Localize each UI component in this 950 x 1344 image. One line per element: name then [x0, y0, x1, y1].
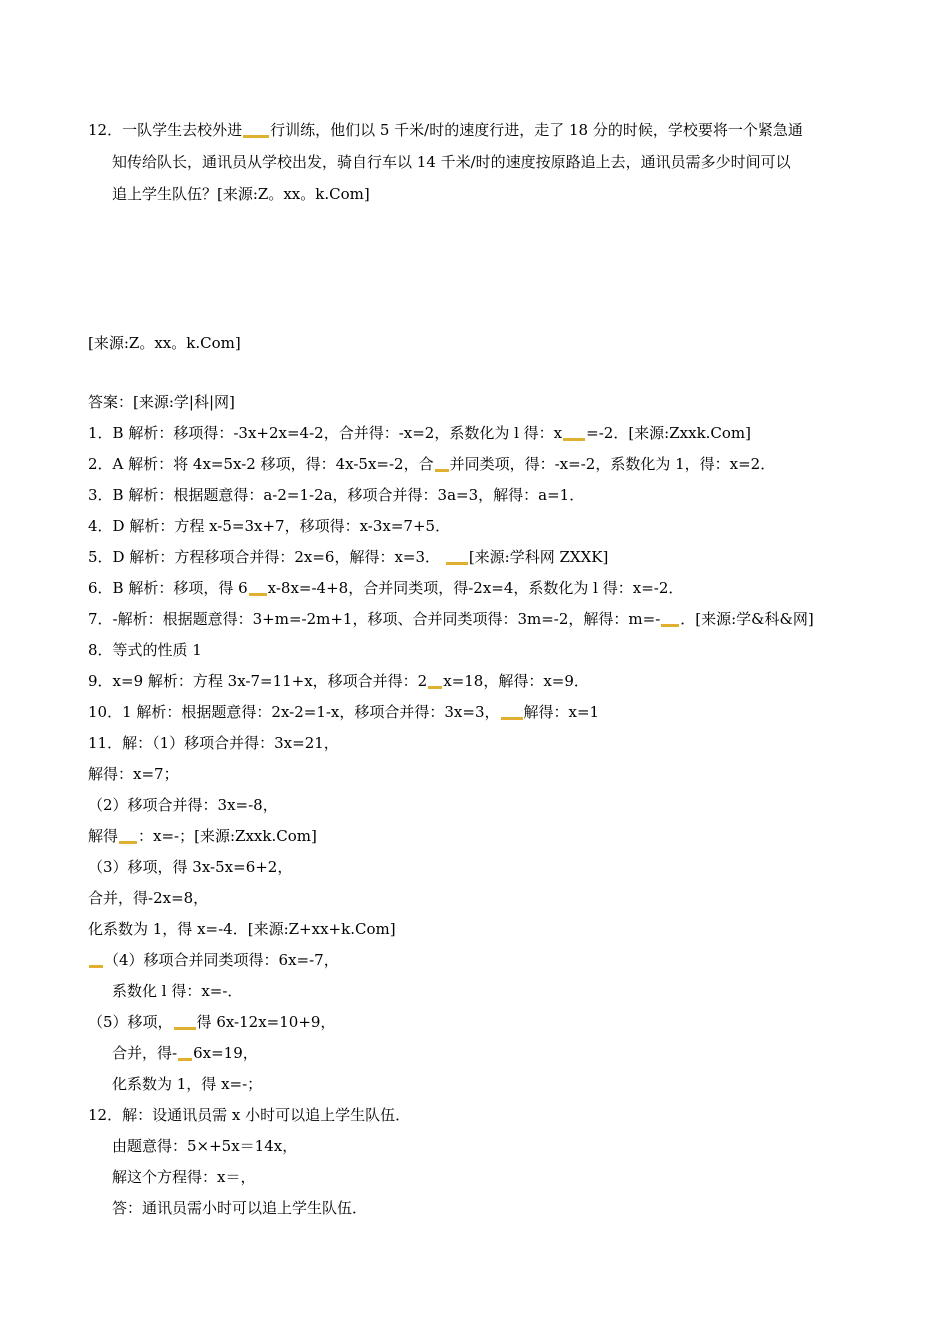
highlight-mark	[446, 562, 468, 565]
answer-12-line-3: 解这个方程得：x＝，	[112, 1168, 256, 1186]
answer-3: 3．B 解析：根据题意得：a-2=1-2a，移项合并得：3a=3，解得：a=1．	[88, 486, 585, 504]
answer-11-line-4: 解得 ：x=-；[来源:Zxxk.Com]	[88, 827, 317, 845]
answer-10: 10．1 解析：根据题意得：2x-2=1-x，移项合并得：3x=3， 解得：x=1	[88, 703, 600, 721]
answer-11-line-1: 11．解：（1）移项合并得：3x=21，	[88, 734, 339, 752]
answer-5: 5．D 解析：方程移项合并得：2x=6，解得：x=3． [来源:学科网 ZXXK]	[88, 548, 609, 566]
answer-11-line-12: 化系数为 1，得 x=-；	[112, 1075, 263, 1093]
highlight-mark	[428, 686, 442, 689]
answer-9: 9．x=9 解析：方程 3x-7=11+x，移项合并得：2 x=18，解得：x=9．	[88, 672, 589, 690]
answer-12-line-4: 答：通讯员需小时可以追上学生队伍．	[112, 1199, 368, 1217]
answer-12-line-2: 由题意得：5×+5x＝14x，	[112, 1137, 298, 1155]
answer-11-line-10: （5）移项， 得 6x-12x=10+9，	[88, 1013, 336, 1031]
answer-4: 4．D 解析：方程 x-5=3x+7，移项得：x-3x=7+5．	[88, 517, 451, 535]
question-line-3: 追上学生队伍？[来源:Z。xx。k.Com]	[112, 185, 370, 203]
highlight-mark	[501, 717, 523, 720]
question-line-1: 12．一队学生去校外进 行训练，他们以 5 千米/时的速度行进，走了 18 分的时候，学校要将一个紧急通	[88, 121, 803, 139]
answer-1: 1．B 解析：移项得：-3x+2x=4-2，合并得：-x=2，系数化为 l 得：x =-2．[来源:Zxxk.Com]	[88, 424, 752, 442]
answer-8: 8．等式的性质 1	[88, 641, 202, 659]
highlight-mark	[661, 624, 679, 627]
question-line-2: 知传给队长，通讯员从学校出发，骑自行车以 14 千米/时的速度按原路追上去，通讯员需多少时间可以	[112, 153, 791, 171]
answer-11-line-5: （3）移项，得 3x-5x=6+2，	[88, 858, 293, 876]
highlight-mark	[563, 438, 585, 441]
source-note: [来源:Z。xx。k.Com]	[88, 334, 241, 352]
answer-12-line-1: 12．解：设通讯员需 x 小时可以追上学生队伍．	[88, 1106, 411, 1124]
highlight-mark	[178, 1058, 192, 1061]
highlight-mark	[89, 965, 103, 968]
highlight-mark	[249, 593, 267, 596]
answer-11-line-8: （4）移项合并同类项得：6x=-7，	[88, 950, 339, 970]
answer-7: 7．-解析：根据题意得：3+m=-2m+1，移项、合并同类项得：3m=-2，解得：m=- ．[来源:学&科&网]	[88, 610, 814, 628]
answers-header: 答案：[来源:学|科|网]	[88, 393, 235, 411]
answer-11-line-7: 化系数为 1，得 x=-4．[来源:Z+xx+k.Com]	[88, 920, 396, 938]
answer-11-line-6: 合并，得-2x=8，	[88, 889, 209, 907]
answer-2: 2．A 解析：将 4x=5x-2 移项，得：4x-5x=-2，合 并同类项，得：-x=-2，系数化为 1，得：x=2．	[88, 455, 776, 473]
highlight-mark	[435, 469, 449, 472]
answer-11-line-11: 合并，得- 6x=19，	[112, 1044, 258, 1062]
answer-6: 6．B 解析：移项，得 6 x-8x=-4+8，合并同类项，得-2x=4，系数化为 l 得：x=-2．	[88, 579, 684, 597]
highlight-mark	[174, 1027, 196, 1030]
answer-11-line-9: 系数化 l 得：x=-．	[112, 982, 243, 1000]
highlight-mark	[119, 841, 137, 844]
answer-11-line-3: （2）移项合并得：3x=-8，	[88, 796, 278, 814]
answer-11-line-2: 解得：x=7；	[88, 765, 179, 783]
highlight-mark	[243, 135, 269, 138]
